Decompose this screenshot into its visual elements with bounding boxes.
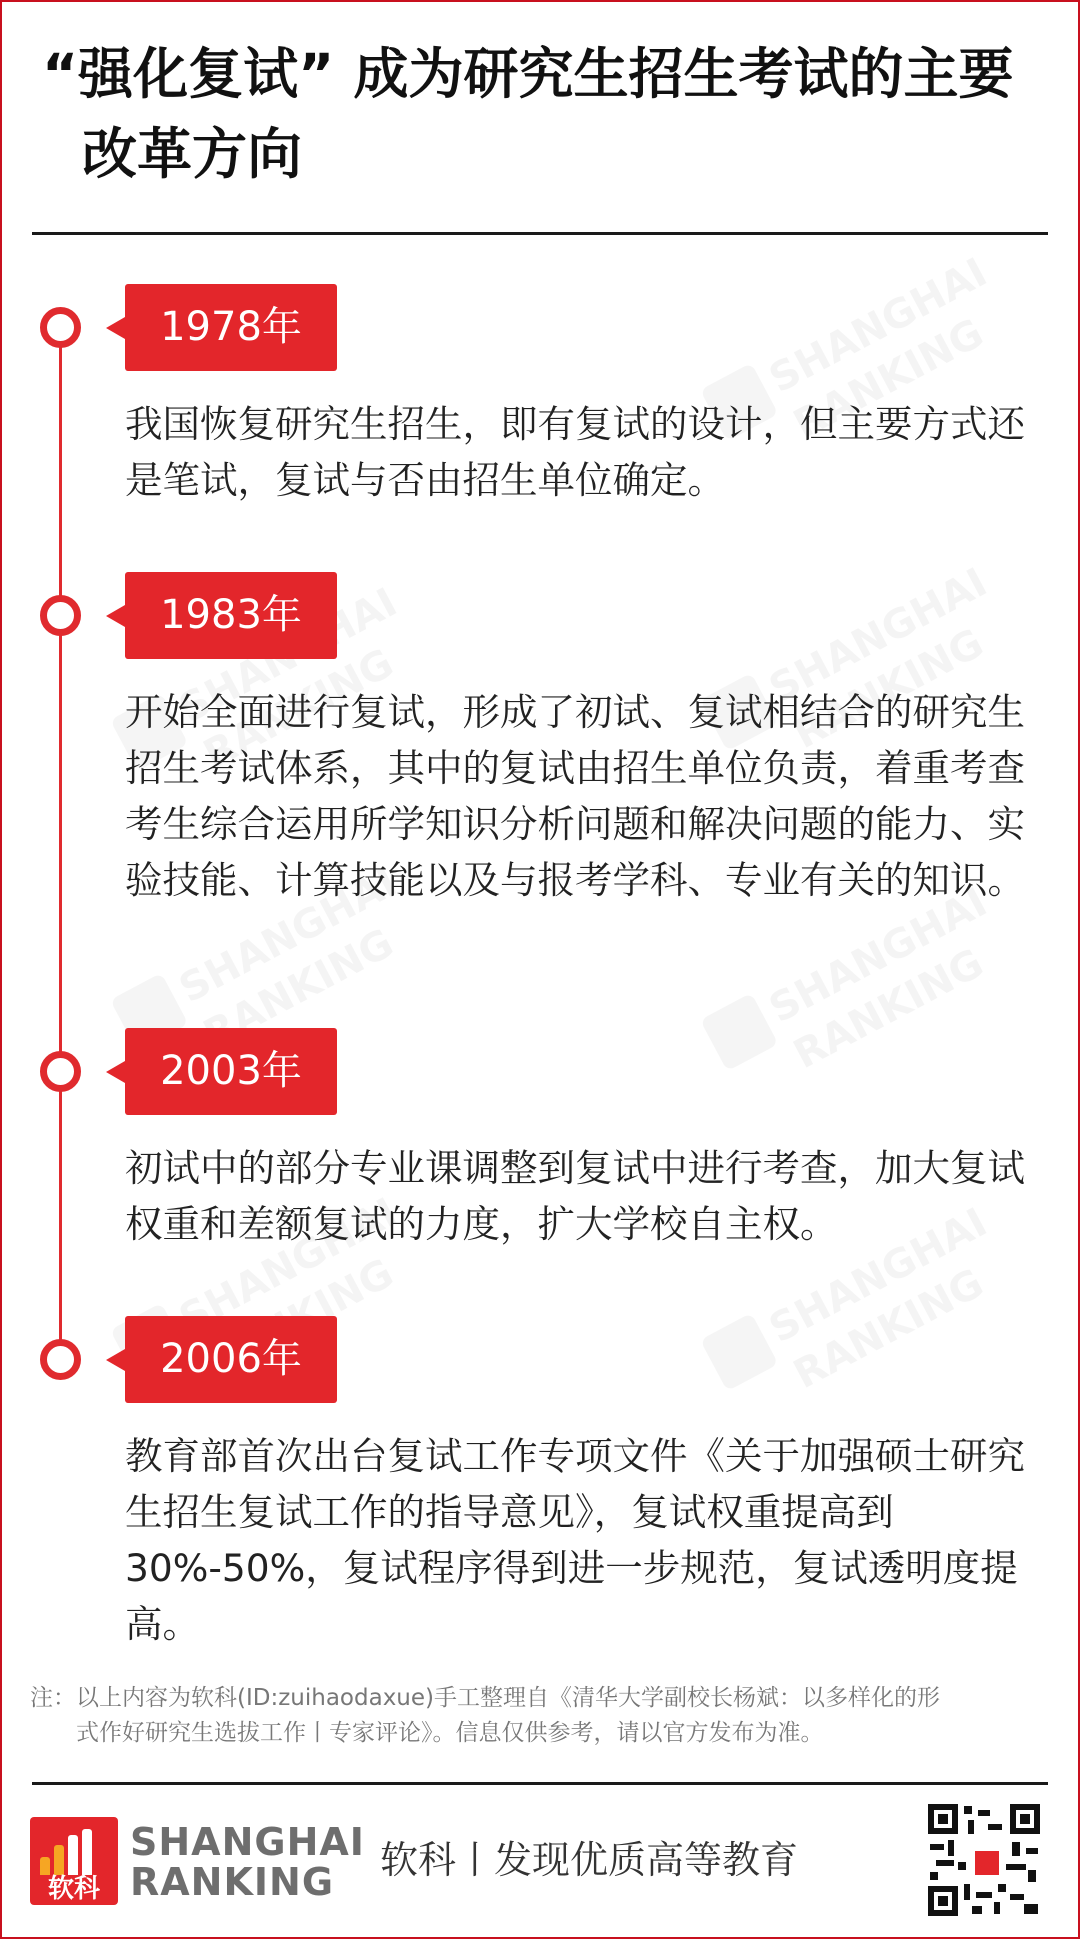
timeline-description: 开始全面进行复试，形成了初试、复试相结合的研究生招生考试体系，其中的复试由招生单位负责，着重考查考生综合运用所学知识分析问题和解决问题的能力、实验技能、计算技能以及与报考学科、专业有关的知识。 — [125, 690, 1025, 902]
timeline-year-badge: 2003年 — [125, 1028, 337, 1115]
footer-slogan: 软科丨发现优质高等教育 — [380, 1838, 799, 1882]
timeline-dot — [40, 1051, 81, 1092]
qr-center-logo — [972, 1848, 1002, 1878]
footer-divider — [32, 1782, 1048, 1785]
source-note-line-1: 注：以上内容为软科(ID:zuihaodaxue)手工整理自《清华大学副校长杨斌：以多样化的形 — [30, 1685, 941, 1711]
timeline-dot — [40, 1339, 81, 1380]
timeline-year-badge: 1978年 — [125, 284, 337, 371]
timeline-description: 初试中的部分专业课调整到复试中进行考查，加大复试权重和差额复试的力度，扩大学校自主权。 — [125, 1146, 1025, 1246]
page-title-line-2: 改革方向 — [82, 122, 303, 186]
logo-wordmark — [130, 1822, 365, 1902]
timeline-line — [59, 327, 62, 1360]
logo-glyph-text: 软科 — [47, 1874, 100, 1904]
page-title — [42, 34, 1052, 194]
timeline-description: 教育部首次出台复试工作专项文件《关于加强硕士研究生招生复试工作的指导意见》，复试权重提高到30%-50%，复试程序得到进一步规范，复试透明度提高。 — [125, 1434, 1025, 1646]
shanghai-ranking-logo-icon — [30, 1817, 118, 1905]
source-note-line-2: 式作好研究生选拔工作丨专家评论》。信息仅供参考，请以官方发布为准。 — [76, 1720, 824, 1746]
qr-code-icon[interactable] — [928, 1804, 1040, 1916]
title-divider — [32, 232, 1048, 235]
logo-wordmark-line-2: RANKING — [130, 1860, 335, 1904]
timeline-dot — [40, 595, 81, 636]
timeline-year-badge: 2006年 — [125, 1316, 337, 1403]
source-note — [30, 1681, 1040, 1751]
page-title-line-1: “强化复试” 成为研究生招生考试的主要 — [42, 42, 1014, 106]
logo-wordmark-line-1: SHANGHAI — [130, 1820, 365, 1864]
timeline-year-badge: 1983年 — [125, 572, 337, 659]
timeline-description: 我国恢复研究生招生，即有复试的设计，但主要方式还是笔试，复试与否由招生单位确定。 — [125, 402, 1025, 502]
timeline-dot — [40, 307, 81, 348]
